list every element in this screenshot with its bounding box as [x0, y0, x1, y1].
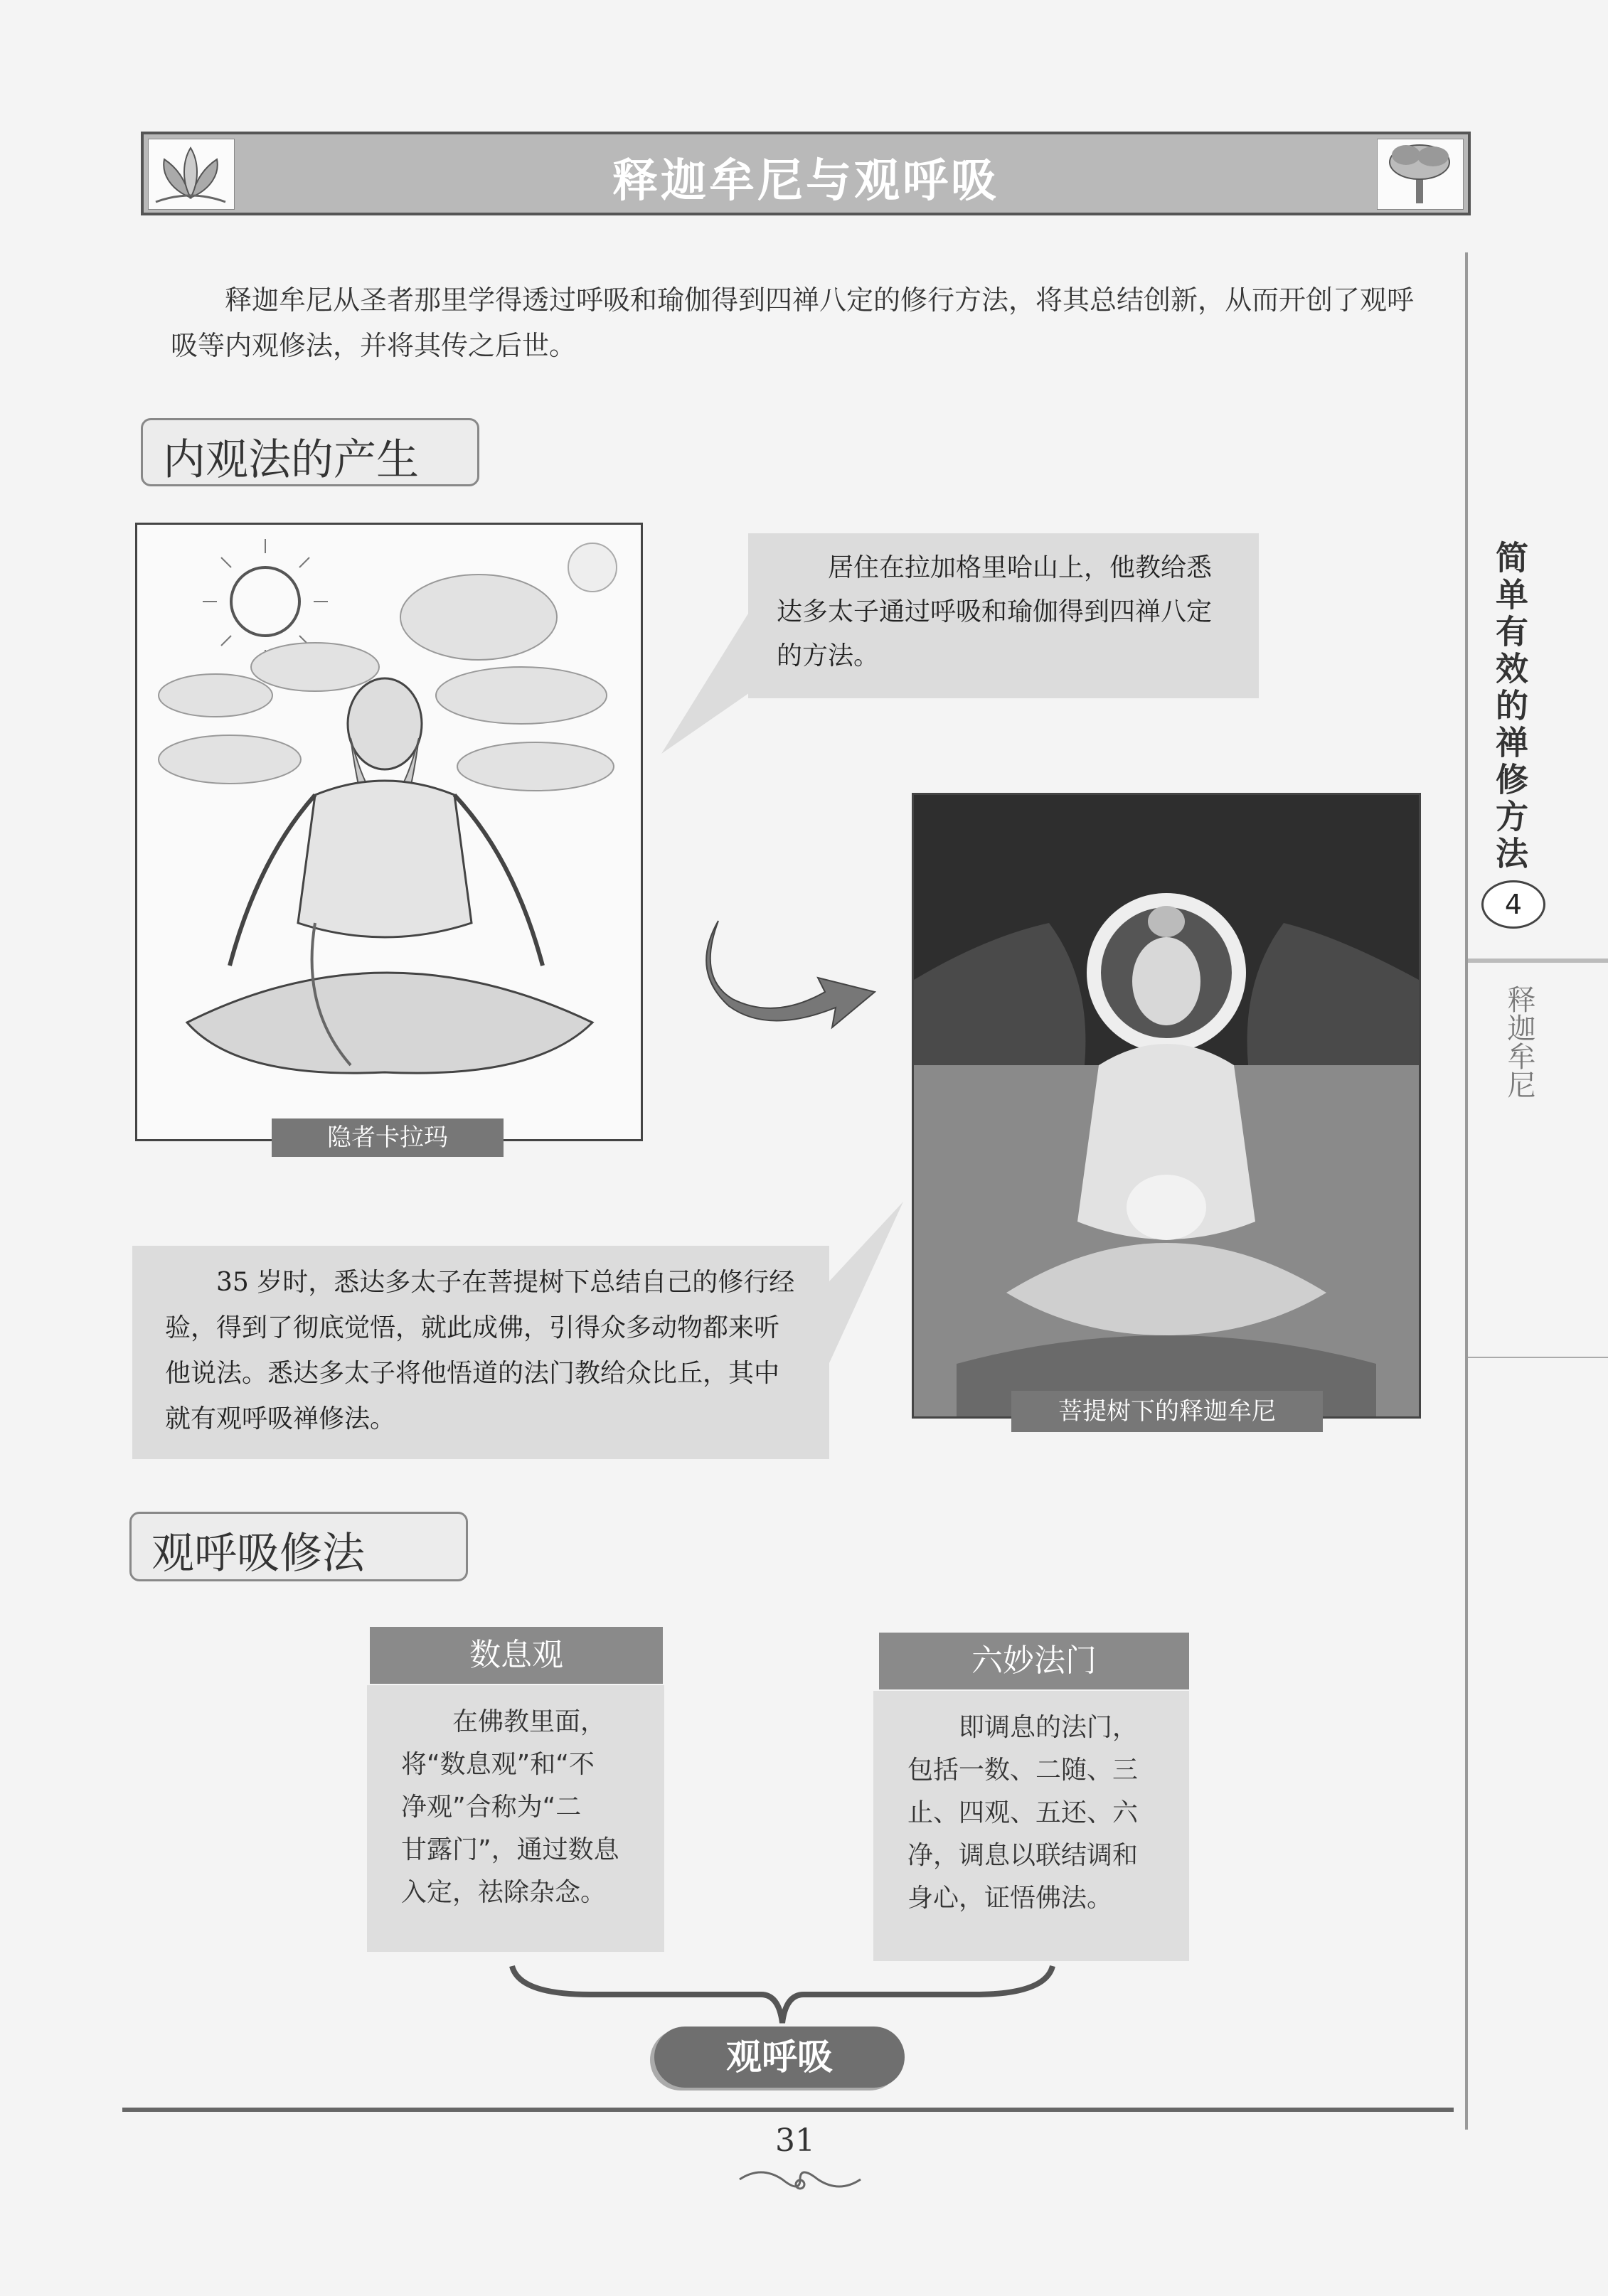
counting-breath-box — [367, 1685, 664, 1952]
page-number: 31 — [775, 2123, 815, 2159]
six-methods-title: 六妙法门 — [879, 1633, 1189, 1689]
arrow-icon — [690, 892, 896, 1035]
box-line: 即调息的法门， — [959, 1713, 1139, 1742]
box-line: 止、四观、五还、六 — [907, 1798, 1139, 1827]
chapter-side-tab — [1486, 540, 1550, 873]
tree-decoration — [1377, 139, 1464, 210]
intro-paragraph: 释迦牟尼从圣者那里学得透过呼吸和瑜伽得到四禅八定的修行方法，将其总结创新，从而开创了观呼吸等内观修法，并将其传之后世。 — [171, 284, 1415, 361]
footer-rule — [122, 2108, 1454, 2112]
buddha-caption: 菩提树下的释迦牟尼 — [1011, 1391, 1323, 1432]
hermit-illustration — [135, 523, 643, 1141]
counting-breath-title: 数息观 — [370, 1627, 663, 1684]
page-frame-line — [1465, 252, 1468, 2130]
side-divider — [1468, 959, 1608, 963]
hermit-callout: 居住在拉加格里哈山上，他教给悉达多太子通过呼吸和瑜伽得到四禅八定的方法。 — [748, 533, 1259, 698]
box-line: 在佛教里面， — [452, 1707, 607, 1736]
buddha-illustration — [912, 793, 1421, 1419]
chapter-number-badge: 4 — [1481, 880, 1545, 929]
buddha-callout: 35 岁时，悉达多太子在菩提树下总结自己的修行经验，得到了彻底觉悟，就此成佛，引得众多动物都来听他说法。悉达多太子将他悟道的法门教给众比丘，其中就有观呼吸禅修法。 — [132, 1246, 829, 1459]
box-line: 包括一数、二随、三 — [907, 1756, 1139, 1785]
six-methods-box — [873, 1691, 1189, 1961]
breathing-label-pill: 观呼吸 — [654, 2027, 905, 2088]
hermit-callout-pointer — [661, 604, 761, 754]
section-heading-origin — [141, 418, 479, 486]
box-line: 甘露门”，通过数息 — [401, 1835, 619, 1864]
section-heading-text: 观呼吸修法 — [151, 1529, 365, 1579]
section-heading-text: 内观法的产生 — [163, 435, 419, 485]
box-line: 将“数息观”和“不 — [401, 1750, 595, 1779]
title-banner — [141, 132, 1471, 215]
hermit-caption: 隐者卡拉玛 — [272, 1118, 504, 1157]
page-title: 释迦牟尼与观呼吸 — [612, 155, 999, 208]
section-heading-breathing — [129, 1512, 468, 1581]
merge-brace — [505, 1959, 1060, 2030]
box-line: 净观”合称为“二 — [401, 1793, 582, 1822]
box-line: 净，调息以联结调和 — [907, 1841, 1139, 1870]
box-line: 入定，祛除杂念。 — [401, 1878, 607, 1907]
current-section-label: 释迦牟尼 — [1503, 985, 1535, 1099]
side-divider — [1468, 1357, 1608, 1358]
footer-ornament-icon — [733, 2162, 868, 2197]
chapter-title: 简单有效的禅修方法 — [1491, 540, 1529, 873]
box-line: 身心，证悟佛法。 — [907, 1884, 1113, 1913]
